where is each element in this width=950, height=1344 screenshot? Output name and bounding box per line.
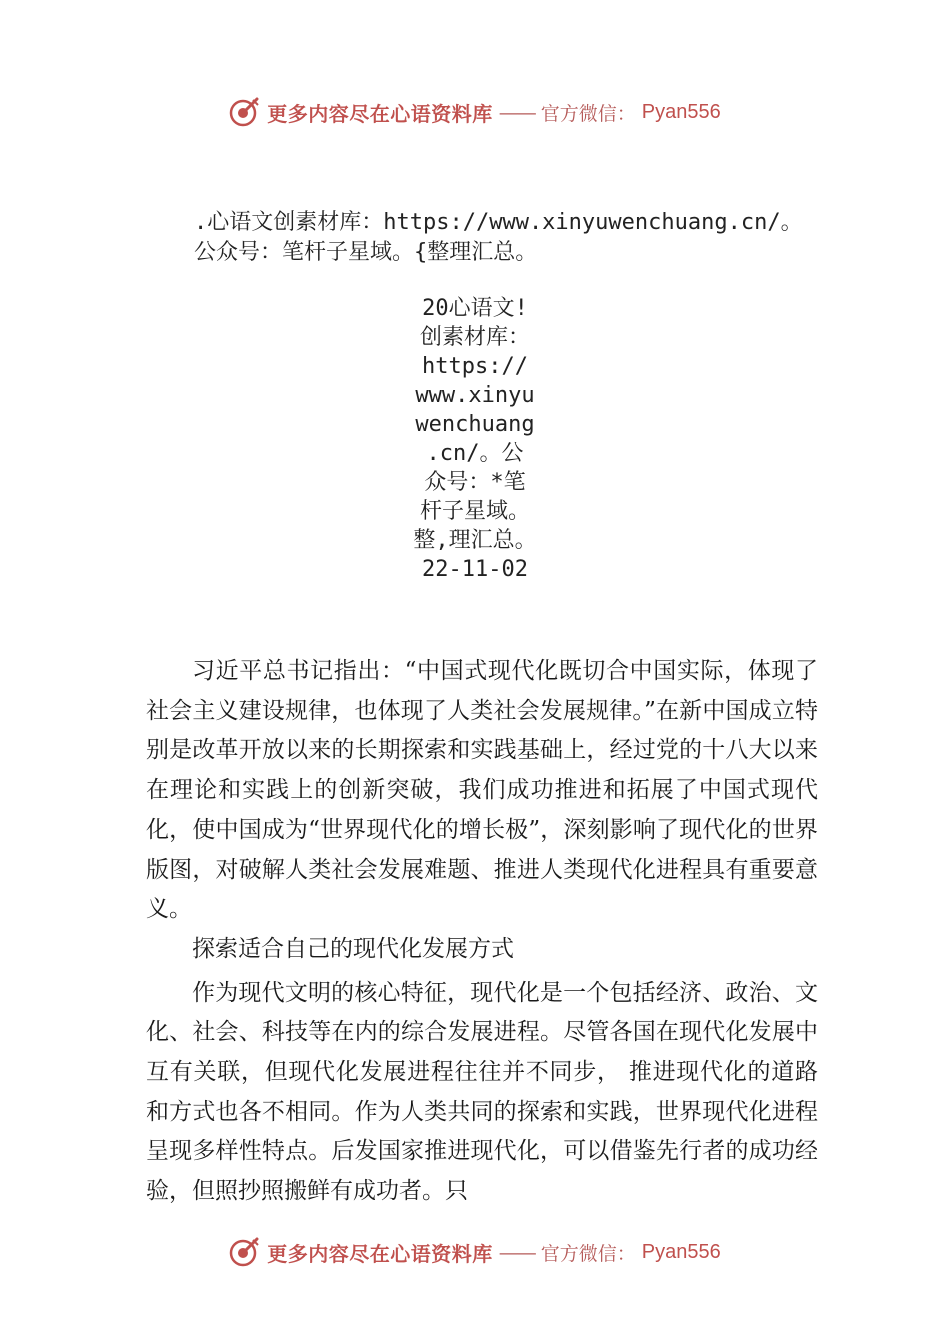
- stamp-line: wenchuang: [415, 412, 535, 437]
- article-body: [146, 652, 818, 1212]
- stamp-line: 20心语文!: [422, 296, 528, 321]
- stamp-line: 杆子星域。: [419, 499, 530, 524]
- footer-banner: [0, 1236, 950, 1268]
- banner-brand-text: 更多内容尽在心语资料库: [267, 1241, 493, 1266]
- article-paragraph-1: 习近平总书记指出：“中国式现代化既切合中国实际，体现了社会主义建设规律，也体现了人类社会发展规律。”在新中国成立特别是改革开放以来的长期探索和实践基础上，经过党的十八大以来在理论和实践上的创新突破，我们成功推进和拓展了中国式现代化，使中国成为“世界现代化的增长极”，深刻影响了现代化的世界版图，对破解人类社会发展难题、推进人类现代化进程具有重要意义。: [146, 658, 818, 923]
- section-heading: 探索适合自己的现代化发展方式: [192, 935, 514, 962]
- banner-brand-text: 更多内容尽在心语资料库: [267, 101, 493, 126]
- stamp-line: .cn/。公: [426, 441, 524, 466]
- banner-dash: ——: [498, 100, 535, 124]
- source-note-line-1: .心语文创素材库：https://www.xinyuwenchuang.cn/。: [194, 210, 803, 235]
- banner-account: Pyan556: [641, 1240, 721, 1263]
- banner-wechat-label: 官方微信：: [540, 1242, 636, 1265]
- stamp-line: 22-11-02: [422, 557, 528, 582]
- banner-dash: ——: [498, 1240, 535, 1264]
- stamp-line: 创素材库：: [419, 325, 530, 350]
- source-stamp: [380, 294, 570, 584]
- article-paragraph-2: 作为现代文明的核心特征，现代化是一个包括经济、政治、文化、社会、科技等在内的综合发展进程。尽管各国在现代化发展中互有关联，但现代化发展进程往往并不同步， 推进现代化的道路和方式也各不相同。作为人类共同的探索和实践，世界现代化进程呈现多样性特点。后发国家推进现代化，可以借鉴先行者的成功经验，但照抄照搬鲜有成功者。只: [146, 979, 818, 1205]
- stamp-line: www.xinyu: [415, 383, 535, 408]
- pen-logo-icon: [229, 96, 261, 128]
- source-note-line-2: 公众号：笔杆子星域。{整理汇总。: [194, 240, 538, 265]
- source-note: [194, 208, 803, 268]
- stamp-line: 众号：*笔: [424, 470, 526, 495]
- header-banner: [0, 96, 950, 128]
- banner-account: Pyan556: [641, 100, 721, 123]
- stamp-line: https://: [422, 354, 528, 379]
- banner-wechat-label: 官方微信：: [540, 102, 636, 125]
- stamp-line: 整,理汇总。: [413, 528, 537, 553]
- pen-logo-icon: [229, 1236, 261, 1268]
